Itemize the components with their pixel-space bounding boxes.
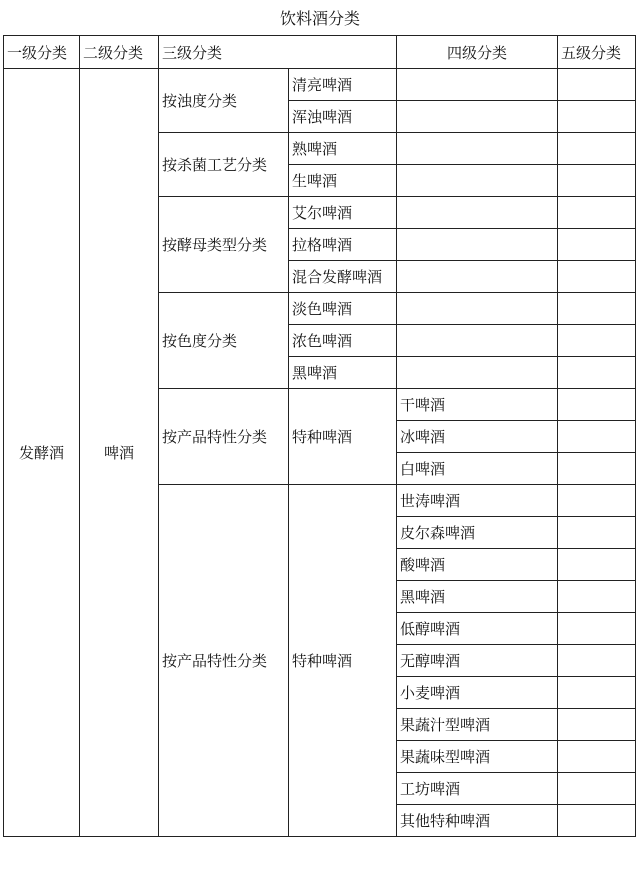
level4-cell: 低醇啤酒 (397, 613, 558, 645)
level5-cell (558, 741, 636, 773)
level4-name-cell: 熟啤酒 (289, 133, 397, 165)
header-level1: 一级分类 (4, 36, 80, 69)
level4-cell (397, 293, 558, 325)
level5-cell (558, 357, 636, 389)
level5-cell (558, 485, 636, 517)
header-level5: 五级分类 (558, 36, 636, 69)
level5-cell (558, 773, 636, 805)
level4-cell (397, 229, 558, 261)
level4-name-cell: 拉格啤酒 (289, 229, 397, 261)
level4-cell: 冰啤酒 (397, 421, 558, 453)
level3-cell: 按色度分类 (159, 293, 289, 389)
page-title: 饮料酒分类 (279, 9, 360, 28)
level3-cell: 按杀菌工艺分类 (159, 133, 289, 197)
level5-cell (558, 581, 636, 613)
level4-cell: 工坊啤酒 (397, 773, 558, 805)
level4-name-cell: 特种啤酒 (289, 389, 397, 485)
header-row (4, 36, 636, 69)
level4-cell: 其他特种啤酒 (397, 805, 558, 837)
level5-cell (558, 709, 636, 741)
level4-cell (397, 325, 558, 357)
classification-table (3, 35, 636, 837)
level5-cell (558, 517, 636, 549)
level5-cell (558, 101, 636, 133)
level5-cell (558, 325, 636, 357)
level4-cell (397, 165, 558, 197)
level4-cell: 小麦啤酒 (397, 677, 558, 709)
level4-cell (397, 197, 558, 229)
level4-name-cell: 浓色啤酒 (289, 325, 397, 357)
level5-cell (558, 293, 636, 325)
level5-cell (558, 165, 636, 197)
table-row (4, 69, 636, 101)
header-level4: 四级分类 (397, 36, 558, 69)
level4-cell (397, 101, 558, 133)
level3-cell: 按酵母类型分类 (159, 197, 289, 293)
level5-cell (558, 197, 636, 229)
level4-cell (397, 133, 558, 165)
level4-cell (397, 261, 558, 293)
level4-cell: 无醇啤酒 (397, 645, 558, 677)
level5-cell (558, 421, 636, 453)
level4-cell: 黑啤酒 (397, 581, 558, 613)
level5-cell (558, 549, 636, 581)
level5-cell (558, 453, 636, 485)
level4-name-cell: 特种啤酒 (289, 485, 397, 837)
level4-cell: 酸啤酒 (397, 549, 558, 581)
header-level3: 三级分类 (159, 36, 397, 69)
level4-cell: 皮尔森啤酒 (397, 517, 558, 549)
level4-cell (397, 357, 558, 389)
level4-name-cell: 生啤酒 (289, 165, 397, 197)
level5-cell (558, 805, 636, 837)
level5-cell (558, 229, 636, 261)
header-level2: 二级分类 (80, 36, 159, 69)
level4-name-cell: 艾尔啤酒 (289, 197, 397, 229)
level4-cell (397, 69, 558, 101)
level5-cell (558, 69, 636, 101)
level5-cell (558, 261, 636, 293)
level4-cell: 世涛啤酒 (397, 485, 558, 517)
level3-cell: 按产品特性分类 (159, 389, 289, 485)
level4-name-cell: 黑啤酒 (289, 357, 397, 389)
level4-cell: 干啤酒 (397, 389, 558, 421)
level5-cell (558, 677, 636, 709)
level4-cell: 白啤酒 (397, 453, 558, 485)
level4-cell: 果蔬味型啤酒 (397, 741, 558, 773)
level5-cell (558, 133, 636, 165)
level1-cell: 发酵酒 (4, 69, 80, 837)
level5-cell (558, 389, 636, 421)
level4-name-cell: 浑浊啤酒 (289, 101, 397, 133)
level4-name-cell: 清亮啤酒 (289, 69, 397, 101)
table-body (4, 69, 636, 837)
level3-cell: 按产品特性分类 (159, 485, 289, 837)
level2-cell: 啤酒 (80, 69, 159, 837)
level5-cell (558, 645, 636, 677)
level3-cell: 按浊度分类 (159, 69, 289, 133)
level4-cell: 果蔬汁型啤酒 (397, 709, 558, 741)
level5-cell (558, 613, 636, 645)
level4-name-cell: 混合发酵啤酒 (289, 261, 397, 293)
level4-name-cell: 淡色啤酒 (289, 293, 397, 325)
